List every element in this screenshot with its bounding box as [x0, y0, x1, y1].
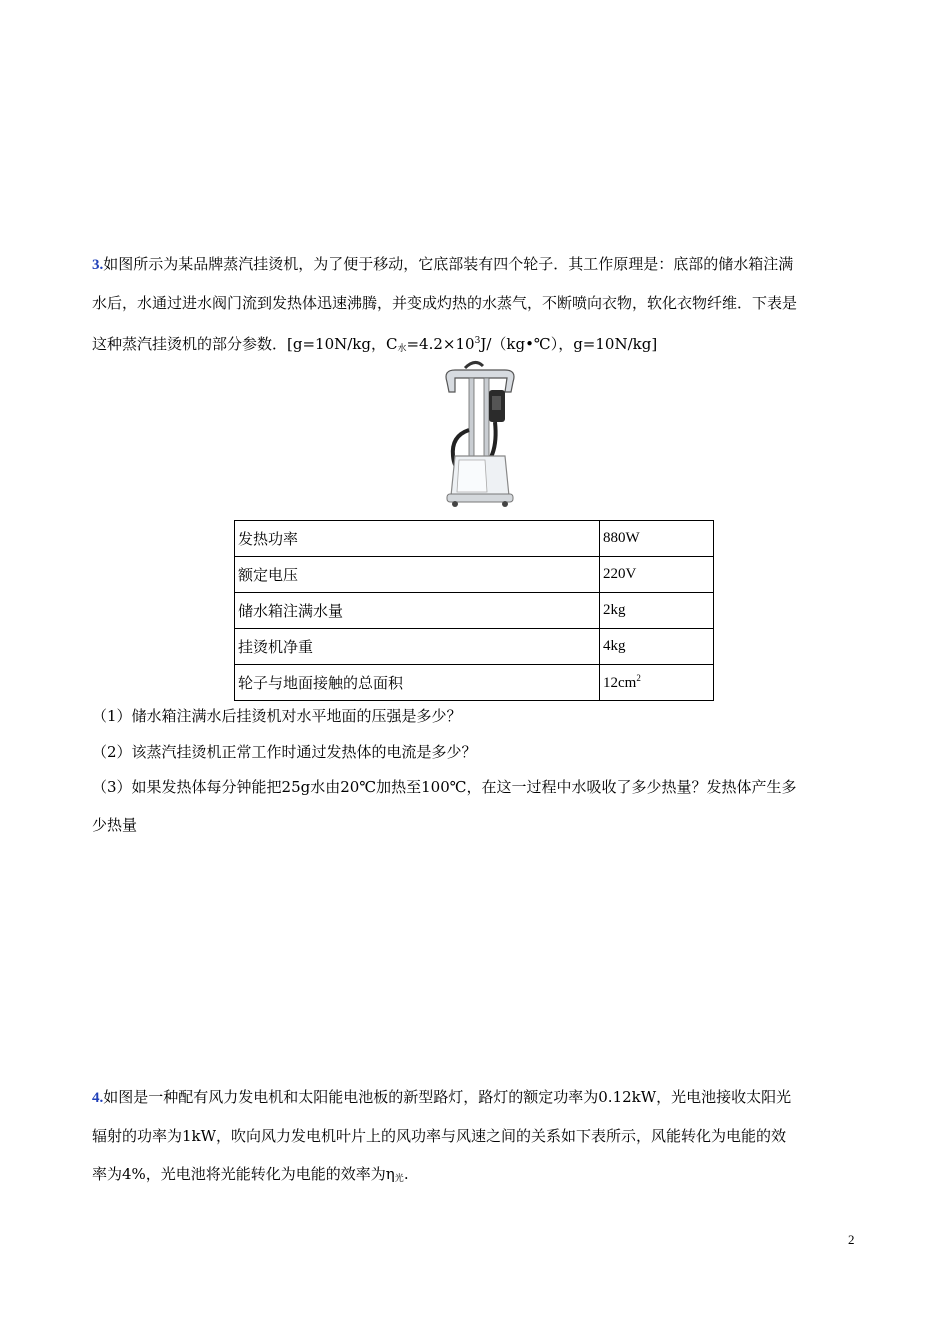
question-3-line-2: 水后，水通过进水阀门流到发热体迅速沸腾，并变成灼热的水蒸气，不断喷向衣物，软化衣物纤维．下表是 [92, 294, 798, 312]
param-name: 发热功率 [235, 521, 600, 557]
question-3-line-3: 这种蒸汽挂烫机的部分参数．[g=10N/kg，$C_水=4.2\times 10^3J/(kg•℃)$，g=10N/kg] [92, 335, 658, 354]
question-4 [92, 1078, 862, 1198]
table-row [235, 557, 714, 593]
param-value: 220V [600, 557, 714, 593]
question-4-line-3: 率为4%，光电池将光能转化为电能的效率为$\eta_光$. [92, 1165, 409, 1184]
param-value: $12cm^2$ [600, 665, 714, 701]
param-value: 880W [600, 521, 714, 557]
parameter-table [234, 520, 714, 701]
param-name: 储水箱注满水量 [235, 593, 600, 629]
question-3-line-1: 3.如图所示为某品牌蒸汽挂烫机，为了便于移动，它底部装有四个轮子．其工作原理是：底部的储水箱注满 [92, 255, 794, 273]
param-value: 2kg [600, 593, 714, 629]
page-number: 2 [848, 1232, 855, 1247]
param-name: 轮子与地面接触的总面积 [235, 665, 600, 701]
question-4-number: 4. [92, 1090, 104, 1106]
question-4-line-2: 辐射的功率为1kW，吹向风力发电机叶片上的风功率与风速之间的关系如下表所示，风能转化为电能的效 [92, 1127, 787, 1145]
question-3 [92, 245, 862, 368]
sub-question-1: （1）储水箱注满水后挂烫机对水平地面的压强是多少？ [92, 707, 462, 725]
question-4-line-1: 4.如图是一种配有风力发电机和太阳能电池板的新型路灯，路灯的额定功率为0.12kW，光电池接收太阳光 [92, 1088, 792, 1106]
param-name: 挂烫机净重 [235, 629, 600, 665]
table-row [235, 593, 714, 629]
table-row [235, 629, 714, 665]
param-value: 4kg [600, 629, 714, 665]
param-name: 额定电压 [235, 557, 600, 593]
sub-question-3: （3）如果发热体每分钟能把25g水由20℃加热至100℃，在这一过程中水吸收了多少热量？发热体产生多 少热量 [92, 778, 797, 834]
steam-iron-figure [425, 360, 535, 510]
table-row [235, 665, 714, 701]
question-3-number: 3. [92, 257, 104, 273]
table-row [235, 521, 714, 557]
sub-question-2: （2）该蒸汽挂烫机正常工作时通过发热体的电流是多少？ [92, 743, 477, 761]
